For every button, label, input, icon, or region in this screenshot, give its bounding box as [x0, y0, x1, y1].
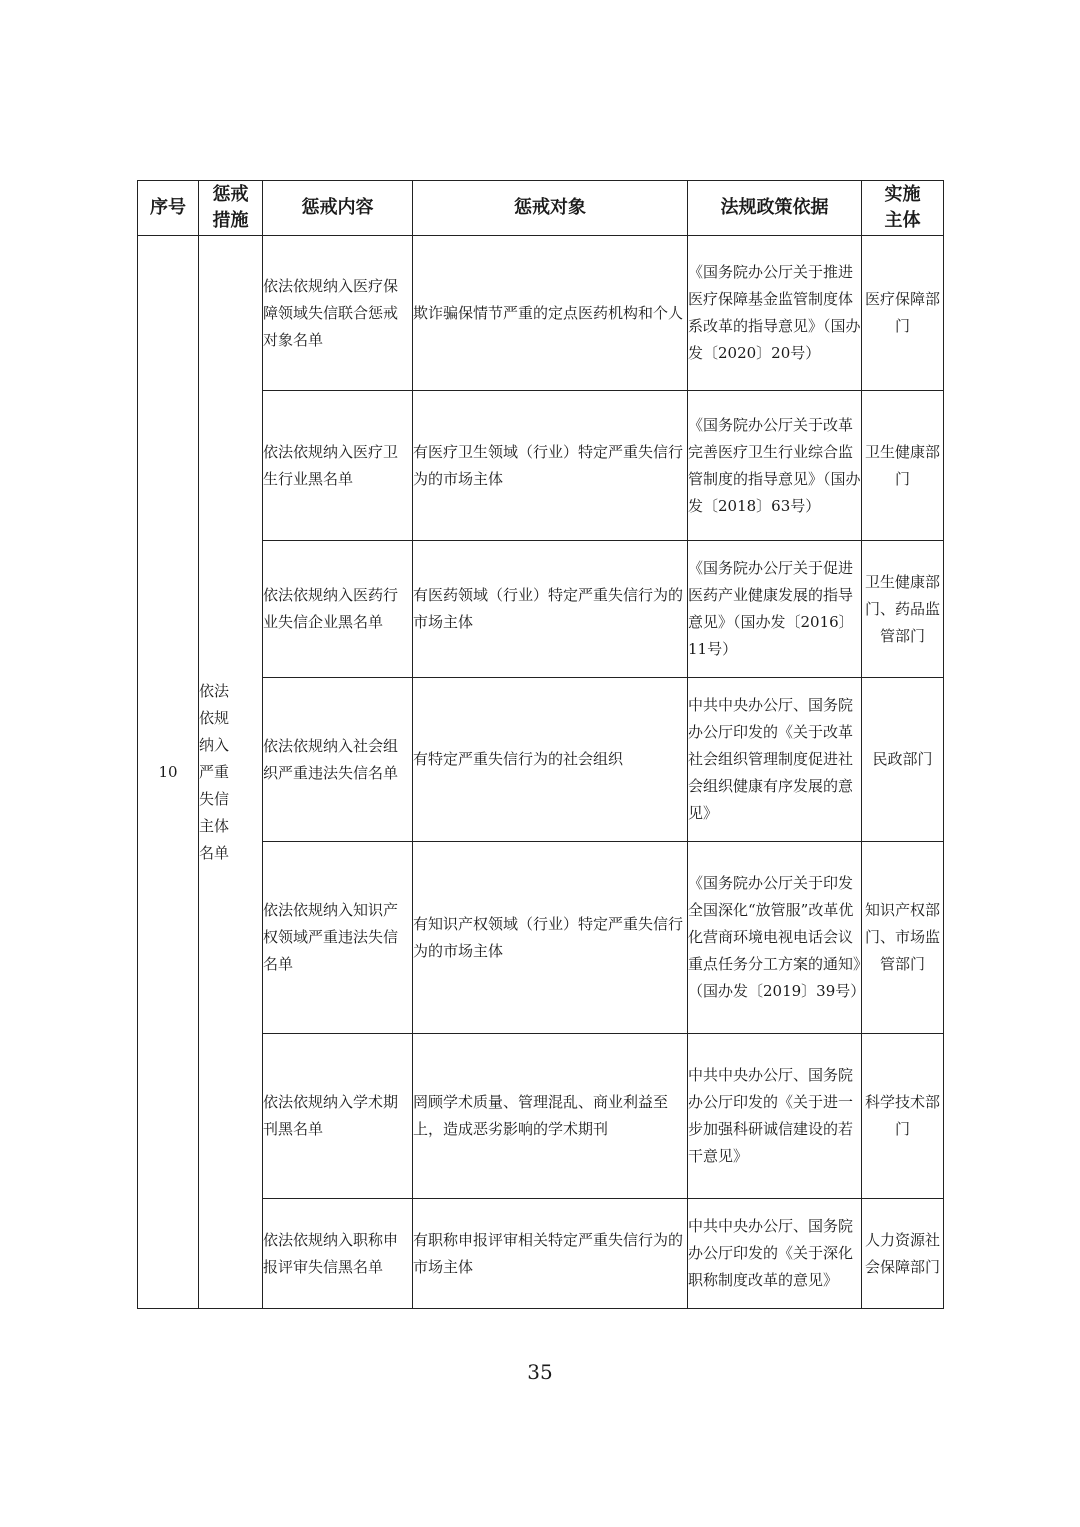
basis-cell: 《国务院办公厅关于改革完善医疗卫生行业综合监管制度的指导意见》（国办发〔2018〕63号）	[688, 391, 862, 541]
header-basis: 法规政策依据	[688, 181, 862, 236]
agency-cell: 人力资源社会保障部门	[862, 1199, 944, 1309]
agency-cell: 知识产权部门、市场监管部门	[862, 842, 944, 1034]
agency-cell: 卫生健康部门、药品监管部门	[862, 541, 944, 678]
target-cell: 有医疗卫生领域（行业）特定严重失信行为的市场主体	[413, 391, 688, 541]
basis-cell: 《国务院办公厅关于促进医药产业健康发展的指导意见》（国办发〔2016〕11号）	[688, 541, 862, 678]
content-cell: 依法依规纳入医疗卫生行业黑名单	[263, 391, 413, 541]
target-cell: 有知识产权领域（行业）特定严重失信行为的市场主体	[413, 842, 688, 1034]
target-cell: 欺诈骗保情节严重的定点医药机构和个人	[413, 236, 688, 391]
content-cell: 依法依规纳入职称申报评审失信黑名单	[263, 1199, 413, 1309]
agency-cell: 民政部门	[862, 678, 944, 842]
page-number: 35	[527, 1360, 553, 1384]
header-agency-text: 实施主体	[884, 184, 921, 231]
header-seq: 序号	[138, 181, 199, 236]
agency-cell: 卫生健康部门	[862, 391, 944, 541]
header-target: 惩戒对象	[413, 181, 688, 236]
agency-cell: 医疗保障部门	[862, 236, 944, 391]
basis-cell: 中共中央办公厅、国务院办公厅印发的《关于改革社会组织管理制度促进社会组织健康有序发展的意见》	[688, 678, 862, 842]
content-cell: 依法依规纳入学术期刊黑名单	[263, 1034, 413, 1199]
header-measure	[199, 181, 263, 236]
target-cell: 有职称申报评审相关特定严重失信行为的市场主体	[413, 1199, 688, 1309]
target-cell: 罔顾学术质量、管理混乱、商业利益至上，造成恶劣影响的学术期刊	[413, 1034, 688, 1199]
target-cell: 有医药领域（行业）特定严重失信行为的市场主体	[413, 541, 688, 678]
target-cell: 有特定严重失信行为的社会组织	[413, 678, 688, 842]
basis-cell: 《国务院办公厅关于推进医疗保障基金监管制度体系改革的指导意见》（国办发〔2020〕20号）	[688, 236, 862, 391]
basis-cell: 中共中央办公厅、国务院办公厅印发的《关于进一步加强科研诚信建设的若干意见》	[688, 1034, 862, 1199]
basis-cell: 中共中央办公厅、国务院办公厅印发的《关于深化职称制度改革的意见》	[688, 1199, 862, 1309]
measure-cell	[199, 236, 263, 1309]
content-cell: 依法依规纳入知识产权领域严重违法失信名单	[263, 842, 413, 1034]
seq-cell: 10	[138, 236, 199, 1309]
header-content: 惩戒内容	[263, 181, 413, 236]
table-row	[138, 236, 944, 391]
table-header-row	[138, 181, 944, 236]
content-cell: 依法依规纳入医药行业失信企业黑名单	[263, 541, 413, 678]
measure-text: 依法依规纳入严重失信主体名单	[199, 681, 230, 862]
header-measure-text: 惩戒措施	[212, 184, 249, 231]
basis-cell: 《国务院办公厅关于印发全国深化“放管服”改革优化营商环境电视电话会议重点任务分工方案的通知》（国办发〔2019〕39号）	[688, 842, 862, 1034]
punishment-table	[137, 180, 944, 1309]
content-cell: 依法依规纳入医疗保障领域失信联合惩戒对象名单	[263, 236, 413, 391]
agency-cell: 科学技术部门	[862, 1034, 944, 1199]
header-agency	[862, 181, 944, 236]
content-cell: 依法依规纳入社会组织严重违法失信名单	[263, 678, 413, 842]
